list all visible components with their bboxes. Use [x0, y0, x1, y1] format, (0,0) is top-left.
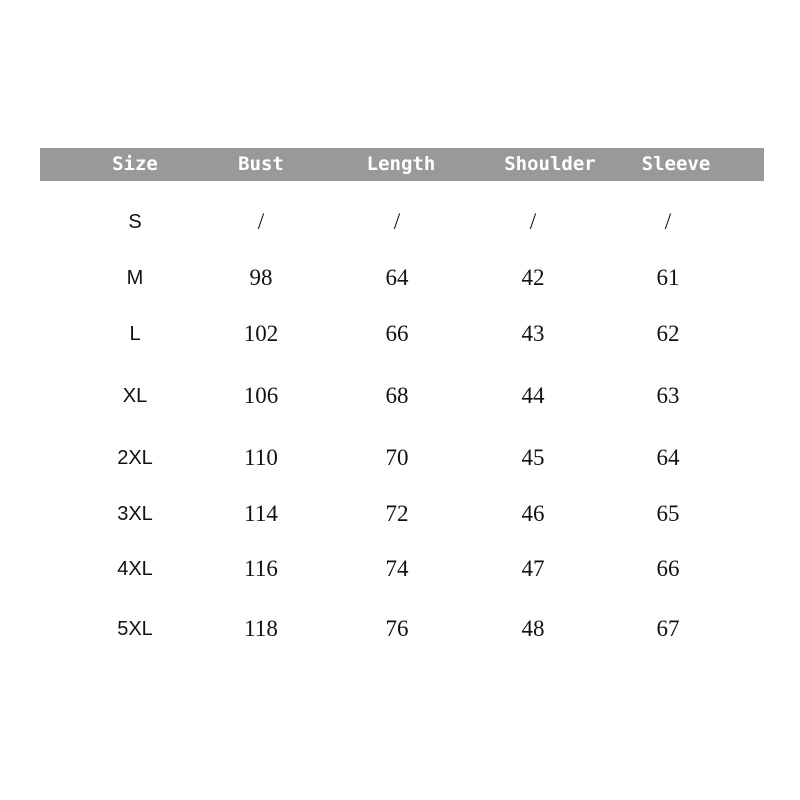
cell-shoulder: 42: [521, 265, 545, 290]
cell-sleeve: 64: [656, 445, 680, 470]
cell-length: 72: [385, 501, 409, 526]
table-row: [40, 202, 764, 242]
cell-length: 70: [385, 445, 409, 470]
cell-sleeve: /: [664, 209, 672, 234]
cell-shoulder: /: [529, 209, 537, 234]
cell-length: 66: [385, 321, 409, 346]
cell-sleeve: 62: [656, 321, 680, 346]
cell-size: M: [126, 267, 144, 289]
table-row: [40, 609, 764, 649]
cell-sleeve: 65: [656, 501, 680, 526]
cell-sleeve: 67: [656, 616, 680, 641]
cell-length: /: [393, 209, 401, 234]
cell-size: 4XL: [117, 558, 153, 580]
table-row: [40, 314, 764, 354]
cell-bust: 98: [249, 265, 273, 290]
cell-shoulder: 46: [521, 501, 545, 526]
cell-shoulder: 44: [521, 383, 545, 408]
cell-bust: 118: [244, 616, 278, 641]
cell-bust: /: [257, 209, 265, 234]
cell-sleeve: 66: [656, 556, 680, 581]
header-bust: Bust: [238, 153, 284, 175]
cell-shoulder: 48: [521, 616, 545, 641]
header-sleeve: Sleeve: [641, 153, 711, 175]
table-row: [40, 438, 764, 478]
cell-length: 68: [385, 383, 409, 408]
cell-bust: 106: [243, 383, 279, 408]
cell-size: S: [128, 211, 142, 233]
table-row: [40, 376, 764, 416]
cell-shoulder: 43: [521, 321, 545, 346]
cell-length: 74: [385, 556, 409, 581]
table-row: [40, 549, 764, 589]
cell-size: 5XL: [117, 618, 153, 640]
table-row: [40, 258, 764, 298]
cell-sleeve: 63: [656, 383, 680, 408]
cell-size: XL: [122, 385, 148, 407]
cell-bust: 110: [244, 445, 278, 470]
cell-bust: 114: [244, 501, 278, 526]
cell-length: 64: [385, 265, 409, 290]
cell-bust: 116: [244, 556, 278, 581]
cell-bust: 102: [243, 321, 279, 346]
cell-sleeve: 61: [656, 265, 680, 290]
table-header-row: [40, 148, 764, 181]
size-chart-table: [40, 148, 764, 641]
cell-length: 76: [385, 616, 409, 641]
header-shoulder: Shoulder: [504, 153, 596, 175]
cell-shoulder: 45: [521, 445, 545, 470]
cell-size: L: [129, 323, 141, 345]
table-row: [40, 494, 764, 534]
cell-size: 2XL: [117, 447, 153, 469]
cell-size: 3XL: [117, 503, 153, 525]
cell-shoulder: 47: [521, 556, 545, 581]
header-length: Length: [366, 153, 436, 175]
header-size: Size: [112, 153, 158, 175]
